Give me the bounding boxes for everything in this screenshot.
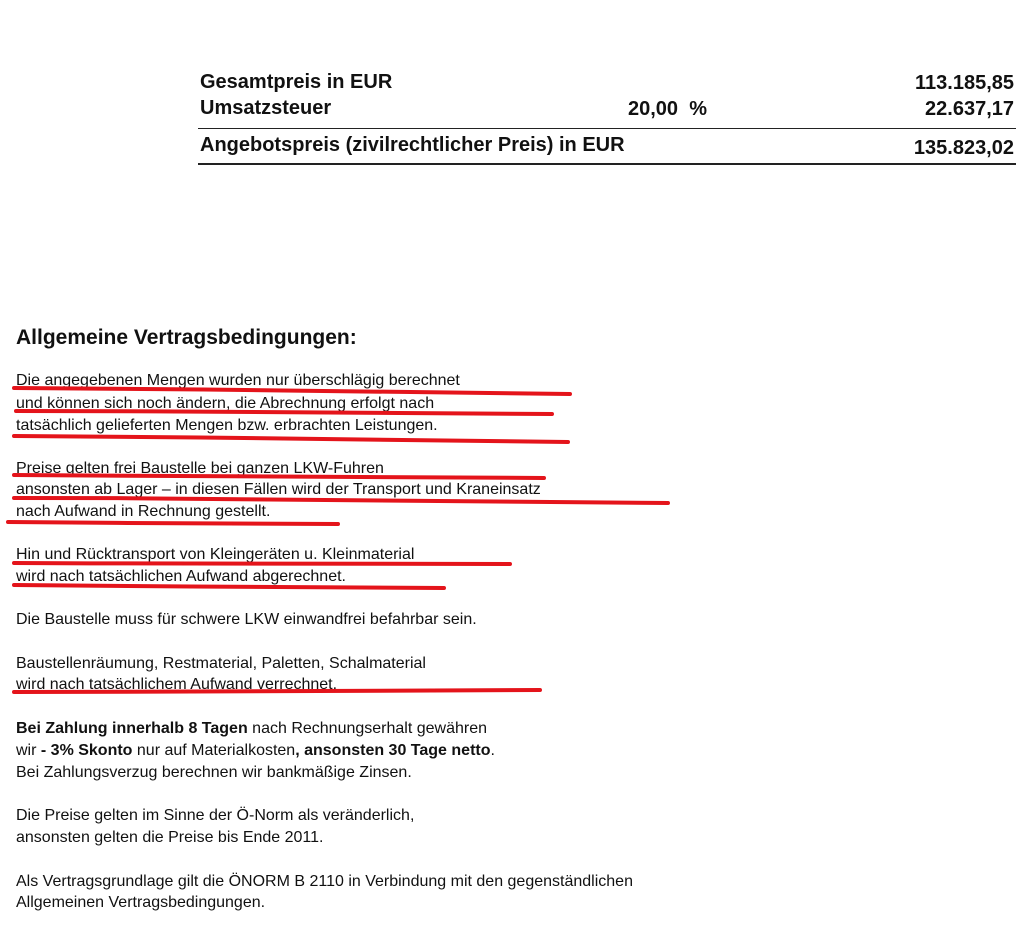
text-line: ansonsten ab Lager – in diesen Fällen wird der Transport und Kraneinsatz <box>16 481 541 498</box>
total-price-label: Gesamtpreis in EUR <box>200 71 393 93</box>
payment-line-3: Bei Zahlungsverzug berechnen wir bankmäßige Zinsen. <box>16 764 412 781</box>
vat-rate: 20,00 % <box>628 98 707 120</box>
red-underline-mark <box>14 436 568 442</box>
text-line: Die Preise gelten im Sinne der Ö-Norm als veränderlich, <box>16 807 415 824</box>
text-line: wird nach tatsächlichen Aufwand abgerechnet. <box>16 568 346 585</box>
offer-price-value: 135.823,02 <box>913 137 1014 159</box>
text-line: Baustellenräumung, Restmaterial, Paletten, Schalmaterial <box>16 655 426 672</box>
text-line: nach Aufwand in Rechnung gestellt. <box>16 503 271 520</box>
text-line: ansonsten gelten die Preise bis Ende 2011. <box>16 829 324 846</box>
text-line: Hin und Rücktransport von Kleingeräten u. Kleinmaterial <box>16 546 415 563</box>
text-line: Die Baustelle muss für schwere LKW einwandfrei befahrbar sein. <box>16 611 477 628</box>
section-title: Allgemeine Vertragsbedingungen: <box>16 326 357 349</box>
vat-label: Umsatzsteuer <box>200 97 332 119</box>
text-line: tatsächlich gelieferten Mengen bzw. erbrachten Leistungen. <box>16 417 438 434</box>
offer-price-label: Angebotspreis (zivilrechtlicher Preis) in EUR <box>200 134 625 156</box>
payment-line-1: Bei Zahlung innerhalb 8 Tagen nach Rechnungserhalt gewähren <box>16 720 488 737</box>
table-total-rule <box>198 163 1016 165</box>
text-line: und können sich noch ändern, die Abrechnung erfolgt nach <box>16 395 435 412</box>
total-price-value: 113.185,85 <box>915 72 1014 94</box>
text-line: Als Vertragsgrundlage gilt die ÖNORM B 2110 in Verbindung mit den gegenständlichen <box>16 873 633 890</box>
text-line: Die angegebenen Mengen wurden nur überschlägig berechnet <box>16 372 460 389</box>
text-line: Allgemeinen Vertragsbedingungen. <box>16 894 266 911</box>
vat-value: 22.637,17 <box>925 98 1014 120</box>
text-line: wird nach tatsächlichem Aufwand verrechnet. <box>16 676 338 693</box>
red-underline-mark <box>8 522 338 524</box>
payment-line-2: wir - 3% Skonto nur auf Materialkosten, ansonsten 30 Tage netto. <box>16 742 495 759</box>
text-line: Preise gelten frei Baustelle bei ganzen LKW-Fuhren <box>16 460 384 477</box>
table-divider <box>198 128 1016 129</box>
